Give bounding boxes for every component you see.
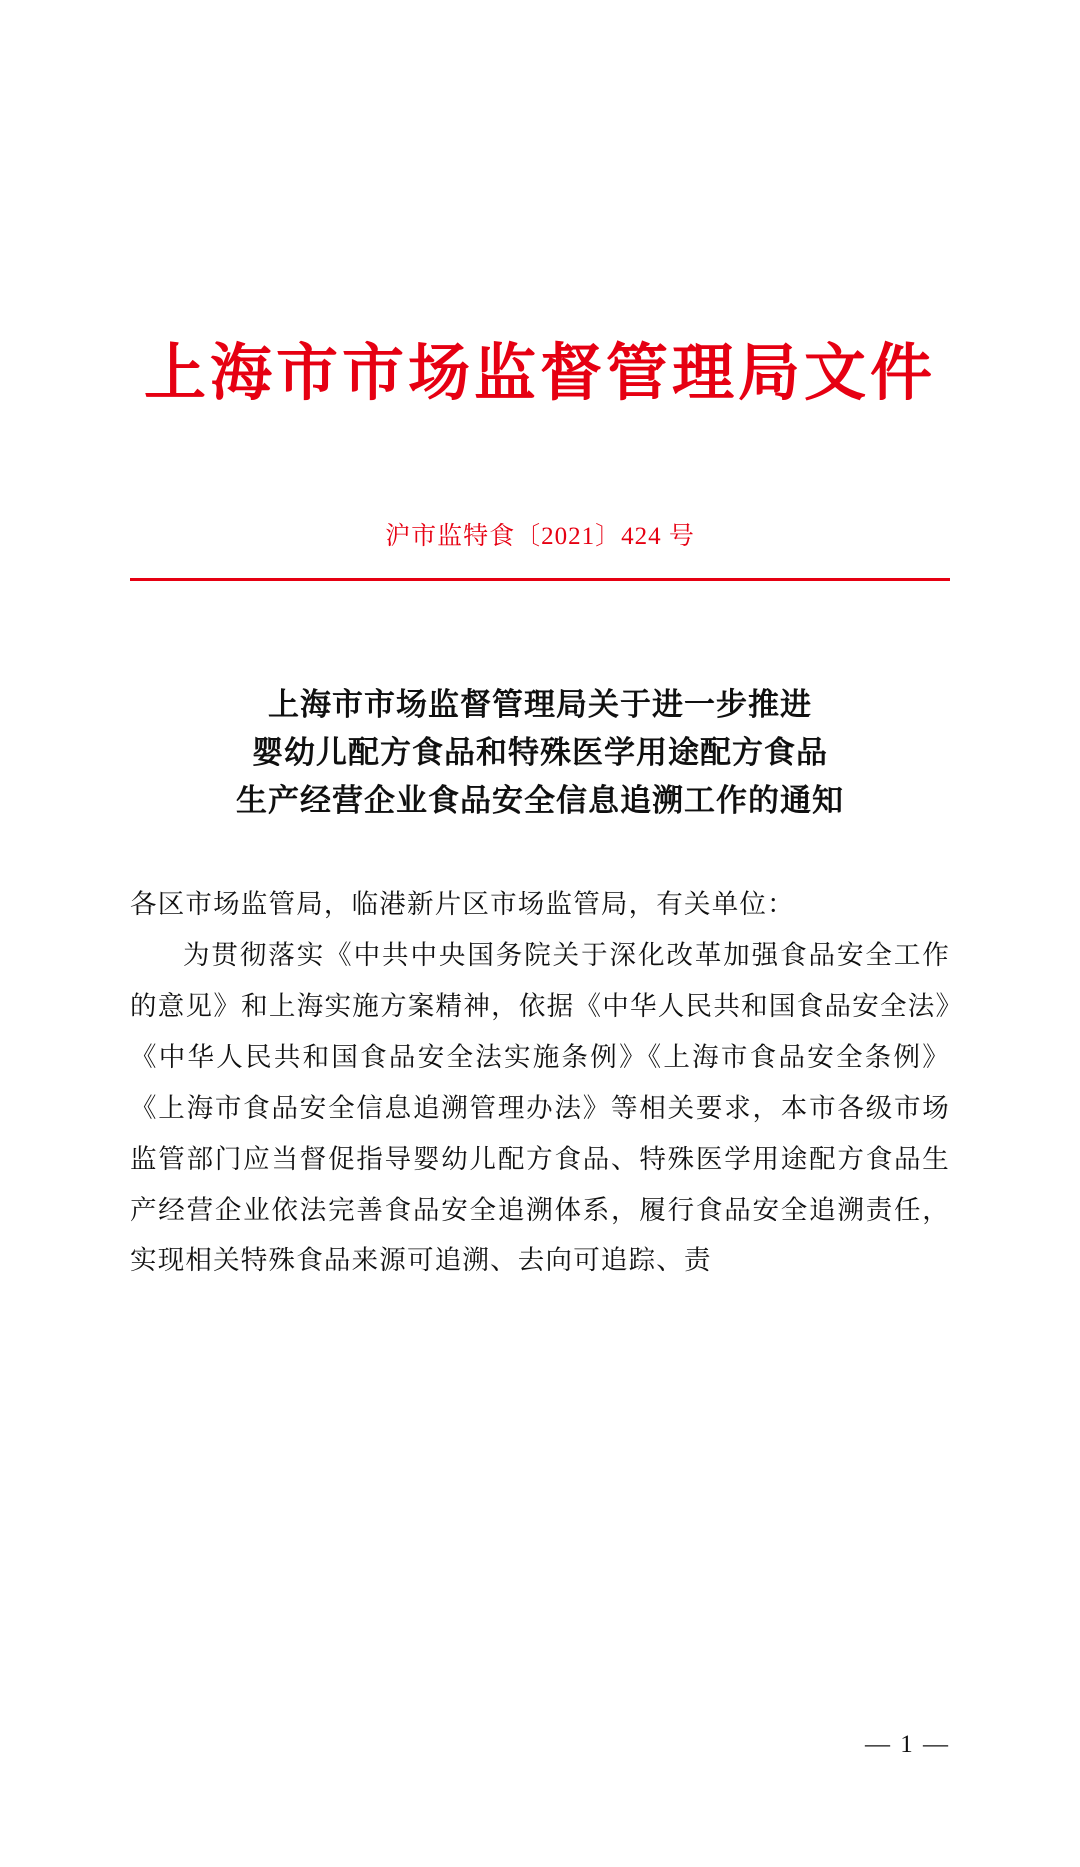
document-body	[130, 879, 950, 1286]
page-title-line-2: 婴幼儿配方食品和特殊医学用途配方食品	[252, 735, 828, 771]
page-title-line-3: 生产经营企业食品安全信息追溯工作的通知	[236, 783, 844, 819]
body-paragraph-1: 为贯彻落实《中共中央国务院关于深化改革加强食品安全工作的意见》和上海实施方案精神，依据《中华人民共和国食品安全法》《中华人民共和国食品安全法实施条例》《上海市食品安全条例》《上海市食品安全信息追溯管理办法》等相关要求，本市各级市场监管部门应当督促指导婴幼儿配方食品、特殊医学用途配方食品生产经营企业依法完善食品安全追溯体系，履行食品安全追溯责任，实现相关特殊食品来源可追溯、去向可追踪、责	[130, 940, 950, 1276]
document-number: 沪市监特食〔2021〕424 号	[385, 523, 695, 551]
page-title-line-1: 上海市市场监督管理局关于进一步推进	[268, 687, 812, 723]
page-number: — 1 —	[865, 1731, 950, 1758]
page-title	[130, 681, 950, 825]
masthead-title: 上海市市场监督管理局文件	[143, 340, 936, 408]
red-divider-rule	[130, 578, 950, 581]
salutation-line: 各区市场监管局，临港新片区市场监管局，有关单位：	[130, 889, 795, 920]
document-page	[0, 340, 1080, 1867]
